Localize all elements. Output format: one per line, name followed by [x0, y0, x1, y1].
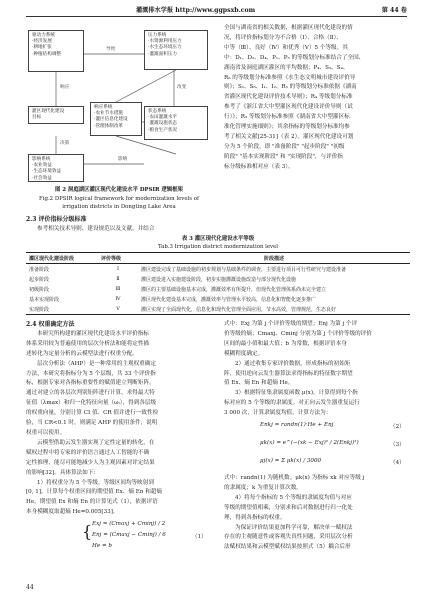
- paragraph-line: 述转化为定量分析的云模型法进行权重分配。: [26, 350, 138, 357]
- column-header: 阶段描述: [263, 255, 284, 262]
- pressure-box: [144, 30, 208, 70]
- paragraph-line: 标，根据专家对各指标重要性的赋值建立判断矩阵，: [26, 380, 155, 387]
- goal-box: [28, 106, 84, 124]
- table-cell: 起步阶段: [29, 276, 50, 283]
- equation-line: He = b: [92, 543, 113, 549]
- paragraph-line: 湖南省及洞庭湖区灌区的平均数据；P₄、S₃、S₄、: [224, 64, 349, 71]
- paragraph-line: 赋权过程中将专家的评价语言通过人工智能的不确: [26, 449, 150, 456]
- arrow-label: 响应: [60, 85, 70, 90]
- table-cell: Ⅰ: [117, 266, 119, 272]
- table-title-cn: 表 3 灌区现代化建设水平等级: [181, 236, 255, 242]
- table-cell: 灌区现代化建设基本完成，灌溉效率与管理水平较高，信息化和智能化逐步推广: [141, 296, 317, 303]
- right-column-end: [224, 474, 410, 553]
- equation-4: μj(x) = Σ μk(x) / 3000: [260, 458, 322, 464]
- table-row: [26, 294, 410, 304]
- figure-caption-cn: 图 2 洞庭湖区灌区现代化建设水平 DPSIR 逻辑框架: [55, 187, 183, 193]
- table-cell: 初级阶段: [29, 286, 50, 293]
- equation-line: Enj = (Cmaxj − Cminj) / 6: [92, 532, 166, 538]
- paragraph-line: 等级的期望值相乘，分别求和后对数据进行归一化处: [224, 504, 353, 511]
- table-cell: Ⅲ: [115, 286, 121, 292]
- paragraph-line: 3 000 次，计算隶属度均值，计算方法为：: [224, 410, 332, 417]
- column-header: 评价等级: [101, 255, 122, 262]
- modernization-level-table: [26, 252, 410, 315]
- right-column-top: [224, 24, 410, 173]
- paragraph-line: [0, 1]，计算每个权重区间的期望值 Ex、熵 En 和超熵: [26, 489, 162, 496]
- driving-force-box: [28, 30, 84, 72]
- table-row: [26, 284, 410, 294]
- paragraph-line: 的隶属度；k 为重复计算次数。: [224, 484, 302, 491]
- paragraph-line: 存在的主观随意性或客观失真性问题，采用层次分析: [224, 534, 353, 541]
- paragraph-line: 标分级标准相对应（表 3）。: [224, 163, 294, 170]
- table-cell: 准备阶段: [29, 266, 50, 273]
- table-cell: 基本实现阶段: [29, 296, 60, 303]
- paragraph-line: 模糊程度确定。: [224, 350, 264, 357]
- paragraph-line: 权重可以使用。: [26, 429, 66, 436]
- paragraph-line: 征值（λmax）和归一化特征向量（ωᵢ），得到各层级: [26, 400, 157, 407]
- equation-number: （2）: [390, 424, 405, 430]
- equation-number: （1）: [192, 534, 207, 540]
- arrow-line: [116, 70, 176, 102]
- dpsir-figure: [26, 24, 212, 184]
- paragraph-line: 理，得到各指标的权重。: [224, 514, 286, 521]
- impact-box: [28, 154, 84, 182]
- paragraph-line: 准化管理实施细则》；其余指标的等级划分标准均参: [224, 124, 350, 131]
- table-cell: 实现阶段: [29, 306, 50, 313]
- equation-number: （4）: [390, 460, 405, 466]
- section-heading: 2.3 评价指标分级标准: [26, 216, 87, 223]
- equation-line: Exj = (Cmaxj + Cminj) / 2: [92, 521, 166, 527]
- table-cell: 灌区实现了全面现代化，信息化和现代化管理全面应用，节水高效，管理规范，生态良好: [141, 306, 337, 313]
- box-text: 响应系统 ·农业节水措施 ·灌区信息化建设 ·管理体制改革: [94, 105, 128, 129]
- paragraph-line: 参考相关技术导则、建设规范以及文献，并结合: [37, 225, 155, 232]
- box-text: 灌区现代化建设 目标: [32, 109, 65, 121]
- table-cell: 灌区的主要基础设施基本完成，灌溉效率有所提升，但现代化管理体系尚未完全建立: [141, 286, 327, 293]
- paragraph-line: 标对应的 5 个等级的隶属度。对正向云发生器重复运行: [224, 400, 360, 407]
- equation-3: μk(x) = e^(−(xk − Exj)² / 2(Enkj)²): [260, 440, 359, 446]
- paragraph-line: 阶段" "基本实现阶段" 和 "实现阶段"，与评价指: [224, 153, 343, 160]
- table-row: [26, 274, 410, 284]
- paragraph-line: 阵，使用逆向云发生器算法求得指标的特征数字期望: [224, 370, 353, 377]
- arrow-label: 决策: [60, 141, 70, 146]
- paragraph-line: 为保证评价结果更加科学可靠，解决单一赋权法: [235, 524, 353, 531]
- paragraph-line: 3）根据特征集隶属度函数 μ(x)，计算得到每个指: [235, 390, 358, 397]
- page-number: 44: [26, 584, 34, 591]
- table-cell: 灌区建设完成了基础设施的初步规划与基础条件的调查，主要进行项目可行性研究与建设准备: [141, 266, 347, 273]
- box-text: 影响系统 ·农业效益 ·生态环境效益 ·社会效益: [32, 157, 62, 181]
- table-row: [26, 264, 410, 275]
- paragraph-line: 值 Ex、熵 En 和超熵 He。: [224, 380, 294, 387]
- paragraph-line: 全国与湖南省的相关数据，根据灌区现代化建设的情: [224, 25, 353, 31]
- box-text: 压力系统 ·水资源利用压力 ·水生态环境压力 ·灌溉面积压力: [148, 33, 182, 57]
- paragraph-line: He。期望值 Ex 和熵 En 的计算见式（1），依据评语: [26, 499, 158, 506]
- journal-name: 灌溉排水学报 http://www.ggpsxb.com: [136, 7, 256, 14]
- paragraph-line: 区间的最小值和最大值；b 为常数，根据评语本身: [224, 340, 347, 347]
- box-text: 驱动力系统 ·经济发展 ·耕地扩张 ·种植结构调整: [32, 33, 62, 57]
- table-cell: Ⅳ: [115, 296, 121, 302]
- paragraph-line: 况，将评价指标划分为不合格（Ⅰ）、合格（Ⅱ）、: [224, 34, 342, 41]
- table-cell: 灌区建设进入实施建设阶段，初步实施灌溉设施改造与部分现代化设施: [141, 276, 297, 283]
- paragraph-line: 方法，本研究将指标分为 5 个层级，共 33 个评价指: [26, 370, 156, 377]
- paragraph-line: 分为 5 个阶段，即 "准备阶段" "起步阶段" "初级: [224, 143, 345, 150]
- equation-2: Enkj = randn(1)·He + Enj: [260, 422, 334, 428]
- paragraph-line: 本研究所构建的灌区现代化建设水平评价指标: [37, 330, 149, 337]
- paragraph-line: R₆ 的等级划分标准参照《水生态文明城市建设评价导: [224, 74, 356, 81]
- arrow-label: 导致: [106, 47, 116, 52]
- table-header-row: [26, 253, 410, 264]
- paragraph-line: 式中：randn(1) 为随机数；μk(x) 为指标 xk 对应等级 j: [224, 475, 365, 481]
- brace-glyph: {: [82, 522, 93, 541]
- paragraph-line: 中：D₁、D₂、D₄、P₁、P₃ 的等级划分标准结合了全国、: [224, 54, 365, 61]
- paragraph-line: 4）将每个指标的 5 个等级的隶属度均值与对应: [235, 494, 352, 501]
- paragraph-line: 2）通过收集专家评价数据，形成指标的初始矩: [235, 360, 351, 367]
- issue-label: 第 44 卷: [381, 7, 407, 14]
- response-box: [90, 102, 142, 136]
- table-cell: Ⅴ: [116, 306, 120, 312]
- paragraph-line: 式中：Exj 为第 j 个评价等级的期望；Enj 为第 j 个评: [224, 321, 358, 327]
- box-text: 状态系统 ·农田灌溉水平 ·灌溉设施状态 ·粮食生产状况: [148, 109, 178, 133]
- paragraph-line: 法赋权结果和云模型赋权结果按照式（5）耦合后形: [224, 544, 351, 551]
- paragraph-line: 参考了《浙江省大中型灌区现代化建设评价导则（试: [224, 104, 353, 111]
- paragraph-line: 省灌区现代化建设评价技术导则》；R₄ 等级划分标准: [224, 94, 353, 101]
- paragraph-line: 考了相关文献[25-31]（表 2）。灌区现代化建设可划: [224, 133, 354, 140]
- paragraph-line: 价等级的熵；Cmaxj、Cminj 分别为第 j 个评价等级的评价: [224, 330, 372, 337]
- page-header: [26, 5, 407, 17]
- right-column-bottom: [224, 320, 410, 419]
- figure-caption-en-2: irrigation districts in Dongting Lake Area: [62, 204, 176, 210]
- figure-caption-en-1: Fig.2 DPSIR logical framework for modernization levels of: [39, 196, 199, 202]
- table-row: [26, 304, 410, 315]
- paragraph-line: 本身模糊度取超熵 He=0.005[33]。: [26, 509, 119, 516]
- paragraph-line: 定性推理，能尽可能地减少人为主观因素对评定结果: [26, 459, 155, 466]
- paragraph-line: 通过对建立的各层次判别矩阵进行计算，求得最大特: [26, 390, 155, 397]
- paragraph-line: 中等（Ⅲ）、良好（Ⅳ）和优秀（Ⅴ）5 个等级。其: [224, 44, 348, 51]
- paragraph-line: 的权重向量，分别计算 CI 值、CR 值并进行一致性检: [26, 410, 159, 417]
- paragraph-line: 则》；S₁、S₆、I₁、I₂、R₅ 的等级划分标准依据《湖南: [224, 84, 357, 91]
- column-header: 灌区现代化建设阶段: [29, 255, 75, 262]
- paragraph-line: 体系采用较为普遍使用的层次分析法和能将定性描: [26, 340, 150, 347]
- paragraph-line: 验，当 CR<0.1 时，则满足 AHP 的使用条件，说明: [26, 420, 158, 427]
- arrow-label: 影响: [118, 157, 128, 162]
- section-heading: 2.4 权重确定方法: [26, 321, 75, 328]
- table-cell: Ⅱ: [116, 276, 120, 282]
- left-column-top: [26, 215, 212, 235]
- equation-number: （3）: [390, 442, 405, 448]
- paragraph-line: 云模型借助云发生器实现了定性定量的转化，在: [37, 439, 155, 446]
- table-title-en: Tab.3 Irrigation district modernization level: [157, 244, 279, 250]
- paragraph-line: 层次分析法（AHP）是一种常用的主观权重确定: [37, 360, 156, 367]
- paragraph-line: 的影响[32]。具体算法如下：: [26, 469, 100, 476]
- paragraph-line: 行）》；R₃ 等级划分标准参照《湖南省大中型灌区标: [224, 114, 350, 121]
- paragraph-line: 1）将权重分为 5 个等级，等级区间均等映射到: [37, 479, 154, 486]
- state-box: [144, 106, 208, 140]
- left-column-bottom: [26, 320, 212, 518]
- arrow-label: 改变: [177, 85, 187, 90]
